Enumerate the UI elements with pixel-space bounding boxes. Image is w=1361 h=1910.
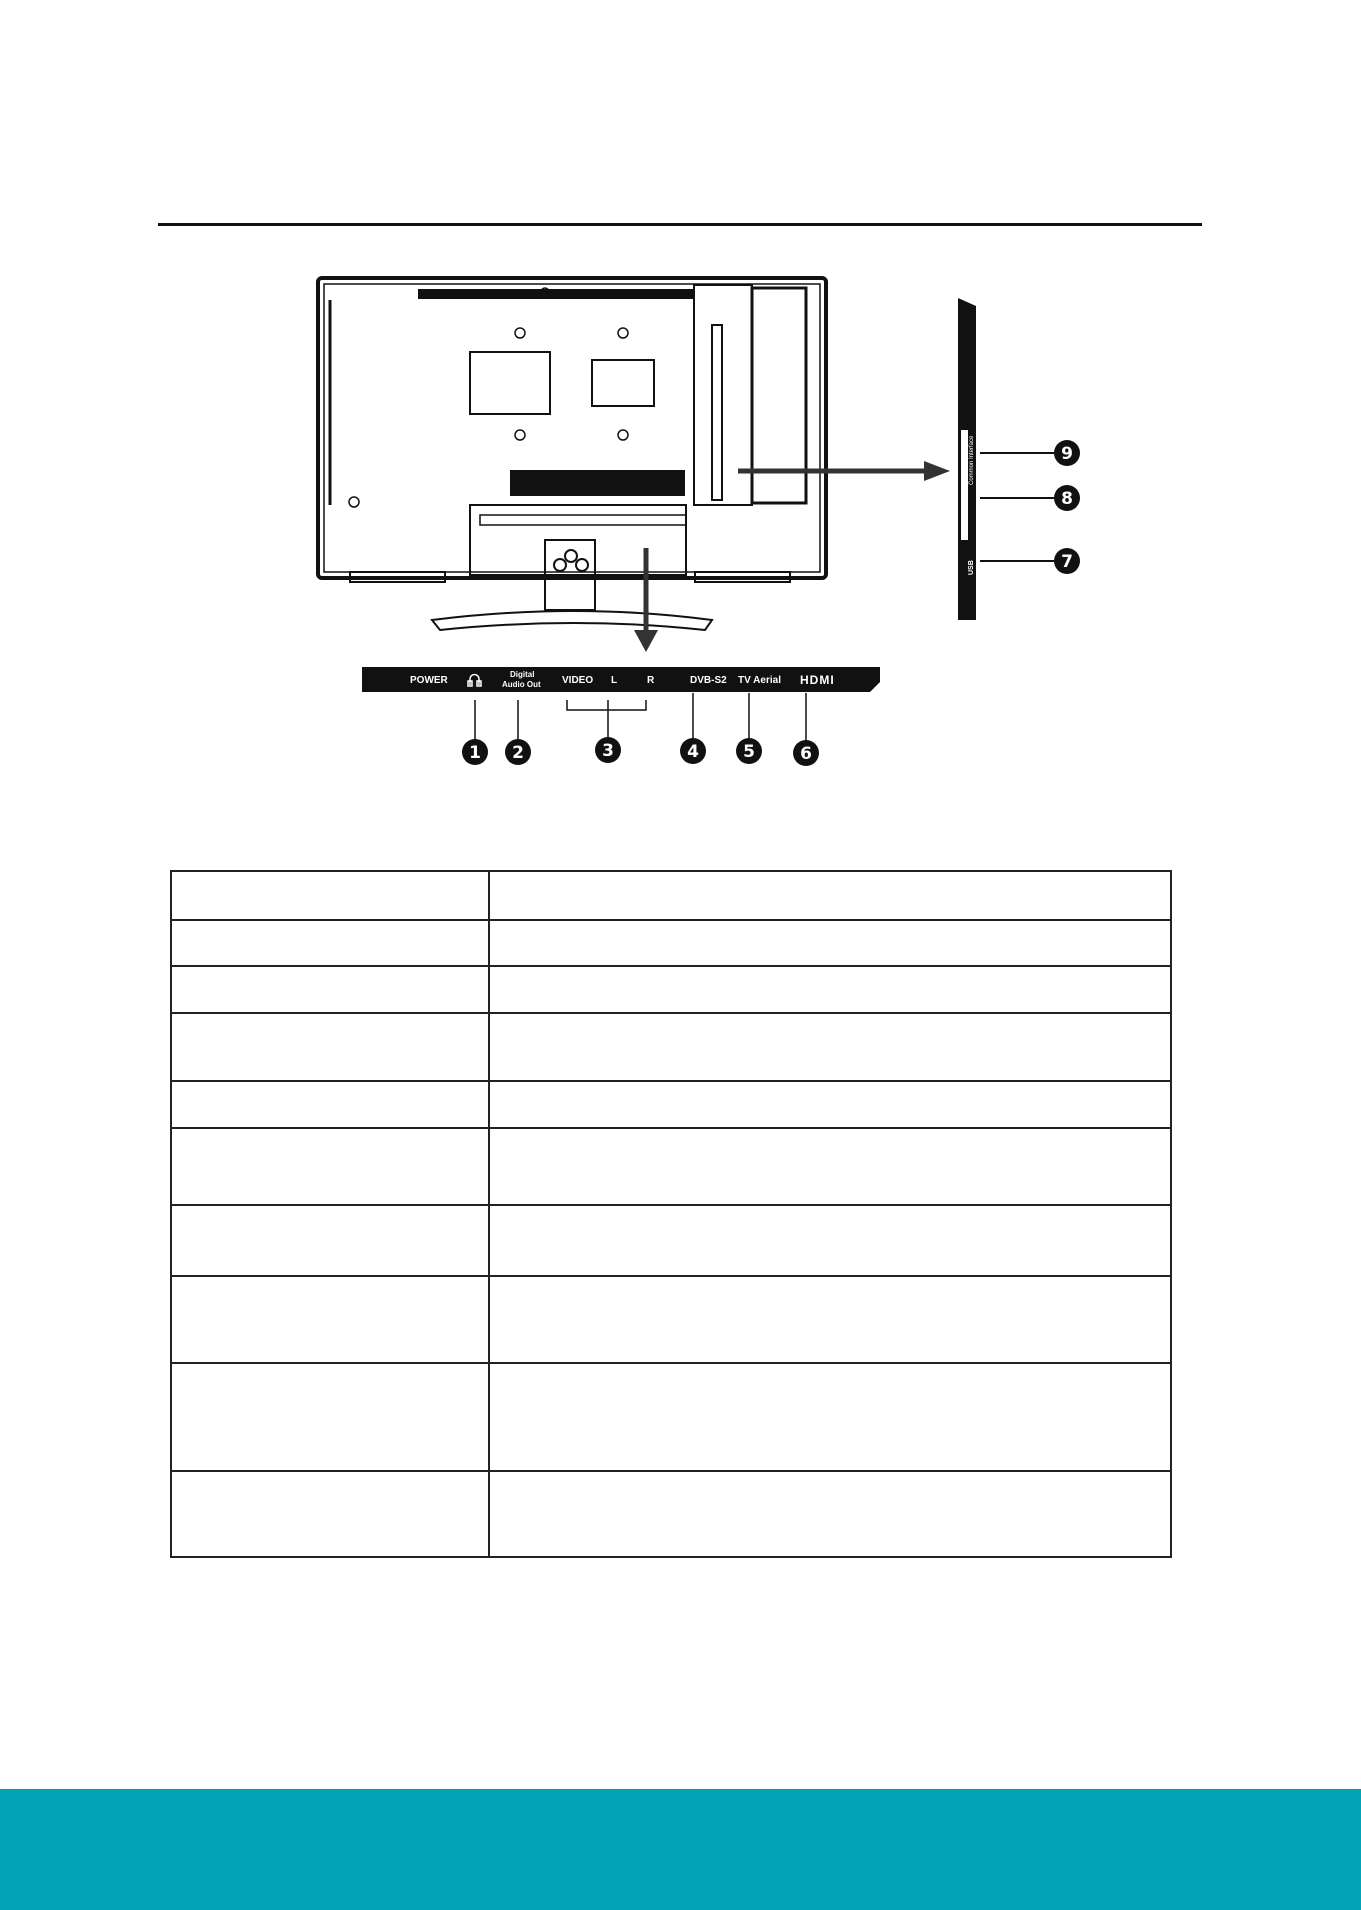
table-cell-label (171, 966, 489, 1013)
table-row (171, 1205, 1171, 1276)
table-row (171, 1081, 1171, 1128)
footer-band (0, 1789, 1361, 1910)
table-cell-label (171, 1276, 489, 1363)
table-cell-label (171, 1128, 489, 1205)
arrow-right-icon (738, 461, 950, 481)
right-audio-label: R (647, 675, 655, 686)
table-cell-description (489, 1276, 1171, 1363)
table-row (171, 1471, 1171, 1557)
dvb-s2-label: DVB-S2 (690, 675, 727, 686)
table-cell-description (489, 1081, 1171, 1128)
table-cell-label (171, 1013, 489, 1081)
digital-label: Digital (510, 670, 535, 679)
left-audio-label: L (611, 675, 618, 686)
usb-label: USB (968, 560, 975, 575)
callout-1-number: 1 (469, 743, 481, 763)
table-cell-description (489, 920, 1171, 966)
callout-7-number: 7 (1061, 552, 1073, 572)
tv-aerial-label: TV Aerial (738, 675, 781, 686)
hdmi-logo: HDMI (800, 673, 835, 687)
table-cell-description (489, 1205, 1171, 1276)
table-row (171, 966, 1171, 1013)
tv-back-panel (318, 278, 826, 630)
power-label: POWER (410, 675, 448, 686)
arrow-down-icon (634, 548, 658, 652)
callout-4-number: 4 (687, 742, 699, 762)
video-label: VIDEO (562, 675, 594, 686)
table-row (171, 1013, 1171, 1081)
callout-9-number: 9 (1061, 444, 1073, 464)
audio-out-label: Audio Out (502, 680, 541, 689)
table-cell-label (171, 1363, 489, 1471)
table-cell-label (171, 1081, 489, 1128)
table-cell-description (489, 1128, 1171, 1205)
callout-2-number: 2 (512, 743, 524, 763)
table-row (171, 1128, 1171, 1205)
callout-6-number: 6 (800, 744, 812, 764)
table-cell-description (489, 1013, 1171, 1081)
table-cell-description (489, 966, 1171, 1013)
table-cell-description (489, 1363, 1171, 1471)
table-row (171, 1363, 1171, 1471)
table-row (171, 920, 1171, 966)
table-cell-label (171, 920, 489, 966)
table-cell-label (171, 1471, 489, 1557)
connections-table (170, 870, 1172, 1558)
common-interface-label: Common Interface (969, 435, 975, 485)
table-cell-description (489, 871, 1171, 920)
callout-8-number: 8 (1061, 489, 1073, 509)
table-cell-description (489, 1471, 1171, 1557)
tv-rear-diagram (0, 0, 1361, 800)
callout-3-number: 3 (602, 741, 614, 761)
callout-5-number: 5 (743, 742, 755, 762)
table-row (171, 871, 1171, 920)
table-cell-label (171, 1205, 489, 1276)
table-row (171, 1276, 1171, 1363)
table-cell-label (171, 871, 489, 920)
